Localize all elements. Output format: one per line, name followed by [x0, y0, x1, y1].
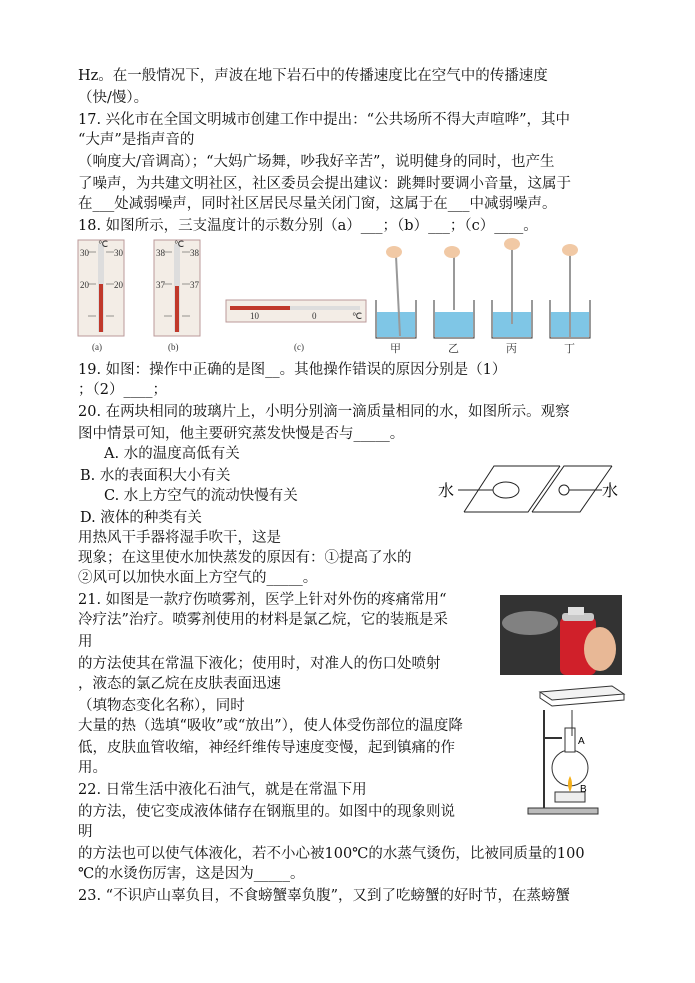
thermo-b-upper-tick-right: 38 — [190, 248, 199, 258]
question-21: 21. 如图是一款疗伤喷雾剂，医学上针对外伤的疼痛常用“ — [78, 592, 447, 608]
text-line: 冷疗法”治疗。喷雾剂使用的材料是氯乙烷，它的装瓶是采 — [78, 612, 448, 628]
thermo-b-lower-tick: 37 — [156, 280, 165, 290]
water-label-left: 水 — [438, 481, 455, 500]
text-line: 用 — [78, 634, 93, 650]
beaker-label-bing: 丙 — [506, 343, 517, 355]
option-c: C. 水上方空气的流动快慢有关 — [104, 488, 298, 504]
text-line: 大量的热（选填“吸收”或“放出”），使人体受伤部位的温度降 — [78, 718, 463, 734]
beaker-label-yi: 乙 — [448, 343, 459, 355]
thermo-c-mid-tick: 0 — [312, 311, 317, 321]
text-line: ，液态的氯乙烷在皮肤表面迅速 — [78, 676, 281, 692]
glass-plate — [540, 686, 624, 700]
thermo-a-lower-tick: 20 — [80, 280, 89, 290]
thermo-c-caption: (c) — [294, 342, 304, 352]
beaker-label-ding: 丁 — [564, 343, 575, 355]
thermo-a-lower-tick-right: 20 — [114, 280, 123, 290]
question-17: 17. 兴化市在全国文明城市创建工作中提出：“公共场所不得大声喧哗”，其中 — [78, 112, 570, 128]
thermo-c-left-tick: 10 — [250, 311, 259, 321]
thermo-b-lower-tick-right: 37 — [190, 280, 199, 290]
text-line: “大声”是指声音的 — [78, 132, 195, 148]
text-line: 了噪声，为共建文明社区，社区委员会提出建议：跳舞时要调小音量，这属于 — [78, 176, 571, 192]
text-line: 明 — [78, 824, 93, 840]
water-label-right: 水 — [602, 481, 619, 500]
text-line: 现象；在这里使水加快蒸发的原因有：①提高了水的 — [78, 550, 412, 566]
glass-plate-figure — [436, 460, 626, 520]
text-line: ℃的水烫伤厉害，这是因为_____。 — [78, 866, 305, 882]
option-b: B. 水的表面积大小有关 — [80, 468, 231, 484]
text-line: 的方法也可以使气体液化，若不小心被100℃的水蒸气烫伤，比被同质量的100 — [78, 846, 585, 862]
text-line: ②风可以加快水面上方空气的_____。 — [78, 570, 318, 586]
beaker-jia — [376, 246, 416, 338]
text-line: （快/慢）。 — [78, 90, 149, 106]
text-line: （响度大/音调高）；“大妈广场舞，吵我好辛苦”，说明健身的同时，也产生 — [78, 154, 555, 170]
beaker-bing — [492, 238, 532, 338]
text-line: 在___处减弱噪声，同时社区居民尽量关闭门窗，这属于在___中减弱噪声。 — [78, 196, 557, 212]
spray-mist — [502, 611, 558, 635]
text-line: Hz。在一般情况下，声波在地下岩石中的传播速度比在空气中的传播速度 — [78, 68, 548, 84]
text-line: 图中情景可知，他主要研究蒸发快慢是否与_____。 — [78, 426, 405, 442]
text-line: 的方法，使它变成液体储存在钢瓶里的。如图中的现象则说 — [78, 804, 455, 820]
text-line: 的方法使其在常温下液化；使用时，对准人的伤口处喷射 — [78, 656, 441, 672]
hand — [584, 627, 616, 671]
thermo-a-upper-tick: 30 — [80, 248, 89, 258]
text-line: 低，皮肤血管收缩，神经纤维传导速度变慢，起到镇痛的作 — [78, 740, 455, 756]
beaker-yi — [434, 246, 474, 338]
water-drop-small — [559, 485, 569, 495]
text-line: 用热风干手器将湿手吹干，这是 — [78, 530, 281, 546]
question-18: 18. 如图所示，三支温度计的示数分别（a）___；（b）___；（c）____。 — [78, 218, 538, 234]
label-b: B — [580, 784, 587, 795]
thermo-a-caption: (a) — [92, 342, 102, 352]
beaker-ding — [550, 244, 590, 338]
thermo-a-unit: ℃ — [98, 239, 109, 249]
beaker-label-jia: 甲 — [390, 343, 401, 355]
text-line: ；（2）____； — [78, 382, 167, 398]
text-line: 用。 — [78, 760, 107, 776]
question-20: 20. 在两块相同的玻璃片上，小明分别滴一滴质量相同的水，如图所示。观察 — [78, 404, 570, 420]
thermo-c-unit: ℃ — [352, 311, 363, 321]
question-22: 22. 日常生活中液化石油气，就是在常温下用 — [78, 782, 367, 798]
spray-can-photo — [500, 595, 622, 675]
text-line: （填物态变化名称），同时 — [78, 698, 245, 714]
thermometer-c-body — [226, 300, 366, 322]
option-d: D. 液体的种类有关 — [80, 510, 202, 526]
question-23: 23. “不识庐山辜负目，不食螃蟹辜负腹”，又到了吃螃蟹的好时节，在蒸螃蟹 — [78, 888, 570, 904]
thermo-b-caption: (b) — [168, 342, 179, 352]
thermo-b-upper-tick: 38 — [156, 248, 165, 258]
thermo-a-upper-tick-right: 30 — [114, 248, 123, 258]
option-a: A. 水的温度高低有关 — [104, 446, 240, 462]
apparatus-figure — [520, 680, 630, 825]
thermometer-figure — [74, 238, 634, 358]
water-drop-large — [493, 482, 519, 498]
question-19: 19. 如图：操作中正确的是图__。其他操作错误的原因分别是（1） — [78, 362, 507, 378]
label-a: A — [578, 736, 585, 747]
thermo-b-unit: ℃ — [174, 239, 185, 249]
